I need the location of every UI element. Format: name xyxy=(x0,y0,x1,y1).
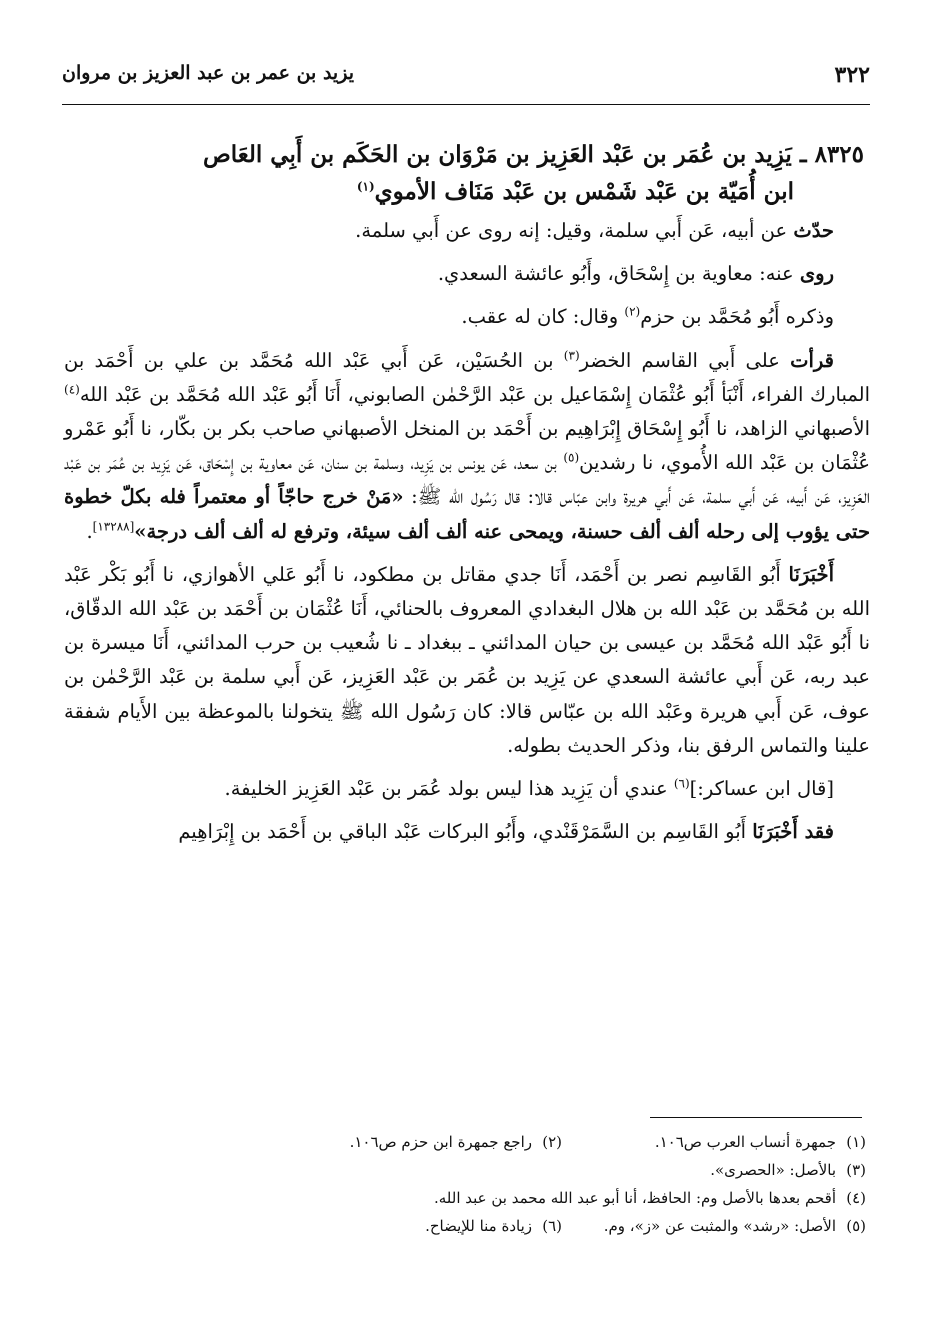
footnote-number: (١) xyxy=(846,1133,866,1151)
paragraph-text: عنه: معاوية بن إِسْحَاق، وأَبُو عائشة السعدي. xyxy=(437,262,800,286)
paragraph-faqad xyxy=(64,815,870,849)
footnote-text: أقحم بعدها بالأصل وم: الحافظ، أنا أبو عبد الله محمد بن عبد الله. xyxy=(433,1189,836,1207)
footnote-ref: (٥) xyxy=(563,450,580,465)
entry-heading-line2-wrap xyxy=(64,173,864,210)
paragraph-akhbarana xyxy=(64,558,870,763)
paragraph-rawa xyxy=(64,257,870,291)
paragraph-text: أَبُو القَاسِم نصر بن أَحْمَد، أَنَا جدي مقاتل بن مطكود، نا أَبُو عَلي الأهوازي، نا أَبُو بَكْر عَبْد الله بن مُحَمَّد بن عَبْد الله بن هلال البغدادي المعروف بالحنائي، أَنَا عُثْمَان بن أَحْمَد بن عَبْد الله الدقّاق، نا أَبُو عَبْد الله مُحَمَّد بن عيسى بن حيان المدائني ـ ببغداد ـ نا شُعيب بن حرب المدائني، أَنَا ميسرة بن عبد ربه، عَن أَبي عائشة السعدي عن يَزِيد بن عُمَر بن عَبْد العَزِيز، عَن أَبي سلمة بن عَبْد الرَّحْمٰن بن عوف، عَن أَبي هريرة وعَبْد الله بن عبّاس قالا: كان رَسُول الله ﷺ يتخولنا بالموعظة بين الأَيام شفقة علينا والتماس الرفق بنا، وذكر الحديث بطوله. xyxy=(64,562,870,757)
entry-heading-line2: ابن أُمَيّة بن عَبْد شَمْس بن عَبْد مَنَاف الأموي xyxy=(374,178,794,205)
header-divider xyxy=(62,104,870,105)
footnote-ref: (٣) xyxy=(563,348,580,363)
footnote-text: بالأصل: «الحصرى». xyxy=(710,1161,836,1179)
entry-heading-line1: ٨٣٢٥ ـ يَزِيد بن عُمَر بن عَبْد العَزِيز بن مَرْوَان بن الحَكَم بن أَبِي العَاص xyxy=(202,141,864,168)
footnote-ref: (٢) xyxy=(624,304,641,319)
footnote-text: الأصل: «رشد» والمثبت عن «ز»، وم. xyxy=(603,1217,836,1235)
running-title: يزيد بن عمر بن عبد العزيز بن مروان xyxy=(62,62,354,84)
footnote-ref: (١) xyxy=(356,179,375,194)
paragraph-text: بن سعد، عَن يونس بن يَزِيد، وسلمة بن سنان، عَن معاوية بن إِسْحَاق، عَن يَزِيد بن عُمَر بن عَبْد العَزِيز، عَن أَبيه، عَن أَبي سلمة، عَن أَبي هريرة وابن عبّاس قالا: قال رَسُول الله ﷺ: xyxy=(64,451,870,509)
paragraph-haddatha xyxy=(64,214,870,248)
footnotes xyxy=(64,1128,870,1240)
footnote-number: (٦) xyxy=(542,1217,562,1235)
paragraph-text: الأصبهاني الزاهد، نا أَبُو إِسْحَاق إِبْرَاهِيم بن أَحْمَد بن المنخل الأصبهاني صاحب بكر بن بكّار، نا أَبُو عَمْرو عُثْمَان بن عَبْد الله الأُموي، نا رشدين xyxy=(64,417,870,475)
footnote-number: (٥) xyxy=(846,1217,866,1235)
footnote xyxy=(710,1156,870,1184)
footnote-row xyxy=(64,1212,870,1240)
keyword: قرأت xyxy=(790,348,834,372)
keyword: حدّث xyxy=(793,219,834,242)
keyword: أَخْبَرَنَا xyxy=(788,562,834,586)
paragraph-text: . xyxy=(86,519,93,543)
hadith-number: [١٣٢٨٨] xyxy=(92,519,135,534)
footnote-ref: (٤) xyxy=(64,382,80,397)
paragraph-text: أَبُو القَاسِم بن السَّمَرْقَنْدي، وأَبُو البركات عَبْد الباقي بن أَحْمَد بن إِبْرَاهِيم xyxy=(178,820,753,844)
footnote xyxy=(566,1212,870,1240)
paragraph-text: عن أبيه، عَن أَبي سلمة، وقيل: إنه روى عن أَبي سلمة. xyxy=(355,219,794,242)
paragraph-text: وذكره أَبُو مُحَمَّد بن حزم xyxy=(640,305,834,329)
footnote-number: (٢) xyxy=(542,1133,562,1151)
footnote-number: (٤) xyxy=(846,1189,866,1207)
main-text xyxy=(64,136,870,849)
footnote xyxy=(425,1212,566,1240)
paragraph-text: عندي أن يَزِيد هذا ليس بولد عُمَر بن عَبْد العَزِيز الخليفة. xyxy=(224,777,674,801)
footnote-row xyxy=(64,1184,870,1212)
paragraph-qaratu xyxy=(64,344,870,549)
paragraph-text: وقال: كان له عقب. xyxy=(461,305,625,329)
hadith-text: «مَنْ خرج حاجّاً أو معتمراً فله بكلّ خطوة حتى يؤوب إلى رحله ألف ألف حسنة، ويمحى عنه ألف ألف سيئة، وترفع له ألف ألف درجة» xyxy=(64,485,870,543)
footnote-ref: (٦) xyxy=(673,776,690,791)
footnote-text: زيادة منا للإيضاح. xyxy=(425,1217,532,1235)
footnote-text: جمهرة أنساب العرب ص١٠٦. xyxy=(654,1133,836,1151)
footnote xyxy=(566,1128,870,1156)
keyword: فقد أَخْبَرَنَا xyxy=(752,820,834,844)
paragraph-text: بن الحُسَيْن، عَن أَبي عَبْد الله مُحَمَّد بن علي بن أَحْمَد بن المبارك الفراء، أَنْبَأ أَبُو عُثْمَان إِسْمَاعيل بن عَبْد الرَّحْمٰن الصابوني، أَنَا أَبُو عَبْد الله مُحَمَّد بن عَبْد الله xyxy=(64,348,870,406)
paragraph-ibn-asakir xyxy=(64,772,870,806)
footnote xyxy=(350,1128,566,1156)
footnote-divider xyxy=(650,1117,862,1118)
page-number: ٣٢٢ xyxy=(834,62,870,88)
paragraph-text: على أَبي القاسم الخضر xyxy=(579,348,791,372)
paragraph-dhakarahu xyxy=(64,300,870,334)
footnote xyxy=(434,1184,870,1212)
page-header xyxy=(62,60,870,108)
keyword: روى xyxy=(799,262,834,286)
footnote-row xyxy=(64,1128,870,1156)
footnote-row xyxy=(64,1156,870,1184)
paragraph-text: [قال ابن عساكر:] xyxy=(689,777,834,801)
footnote-number: (٣) xyxy=(846,1161,866,1179)
entry-heading xyxy=(64,136,870,210)
footnote-text: راجع جمهرة ابن حزم ص١٠٦. xyxy=(349,1133,532,1151)
